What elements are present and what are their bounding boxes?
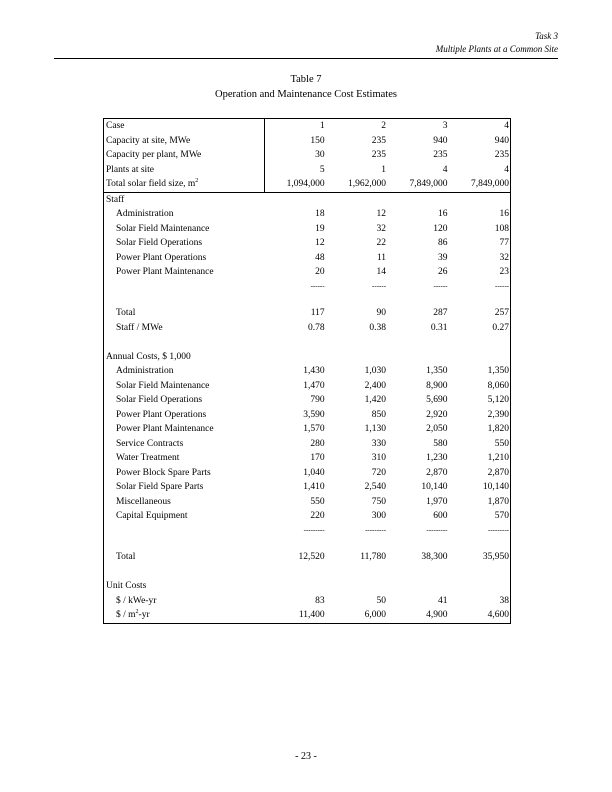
case-4-value: 4 xyxy=(504,121,509,131)
case-1-value: 220 xyxy=(310,511,325,521)
case-1-value: 30 xyxy=(315,150,325,160)
case-2-value: 310 xyxy=(371,453,387,463)
case-1-value: 150 xyxy=(310,135,325,146)
table-row xyxy=(104,134,511,149)
case-3-value: 39 xyxy=(438,252,448,263)
row-label xyxy=(104,550,265,565)
table-row xyxy=(104,119,511,134)
case-3-value xyxy=(388,292,449,307)
table-row xyxy=(104,422,511,437)
case-3-value xyxy=(388,565,449,580)
table-row xyxy=(104,594,511,609)
case-3-value xyxy=(388,192,449,207)
total-row xyxy=(104,306,511,321)
case-4-value: 4,600 xyxy=(487,610,509,620)
case-4-value: 0.27 xyxy=(492,322,509,333)
case-2-value: 2,540 xyxy=(364,482,387,492)
row-label xyxy=(104,565,265,580)
row-label xyxy=(104,177,265,192)
row-label xyxy=(104,408,265,423)
case-2-value: 14 xyxy=(376,267,387,277)
row-label xyxy=(104,163,265,178)
case-3-value: 2,050 xyxy=(426,424,448,434)
running-header xyxy=(436,30,558,56)
blank-row xyxy=(104,565,511,580)
row-label xyxy=(104,207,265,222)
case-2-value: --------- xyxy=(365,525,387,534)
section-heading: Unit Costs xyxy=(106,581,147,591)
table-row xyxy=(104,466,511,481)
case-3-value xyxy=(388,579,449,594)
case-2-value: 750 xyxy=(371,496,387,507)
case-4-value xyxy=(450,565,511,580)
case-4-value: 940 xyxy=(494,135,509,146)
case-2-value: 235 xyxy=(371,150,387,160)
case-2-value xyxy=(327,579,388,594)
row-label-text: Power Plant Operations xyxy=(116,409,207,420)
case-4-value: 7,849,000 xyxy=(471,179,509,189)
row-label-text: Solar Field Spare Parts xyxy=(116,482,204,492)
case-4-value: 16 xyxy=(499,209,509,219)
case-2-value: 50 xyxy=(376,595,387,606)
case-4-value: 2,870 xyxy=(487,467,509,478)
case-3-value: 1,970 xyxy=(426,496,448,507)
blank-row xyxy=(104,335,511,350)
table-row xyxy=(104,321,511,336)
row-label xyxy=(104,393,265,408)
case-4-value: 23 xyxy=(499,267,509,277)
case-1-value xyxy=(265,350,327,365)
case-1-value: 170 xyxy=(310,453,325,463)
row-label xyxy=(104,251,265,266)
case-4-value xyxy=(450,192,511,207)
case-3-value xyxy=(388,350,449,365)
row-label xyxy=(104,321,265,336)
row-label-text: Power Plant Maintenance xyxy=(116,424,214,434)
case-4-value: 108 xyxy=(494,223,509,234)
table-row xyxy=(104,163,511,178)
table-row xyxy=(104,251,511,266)
case-3-value: 0.31 xyxy=(430,322,448,333)
row-label xyxy=(104,222,265,237)
case-2-value: 32 xyxy=(376,223,387,234)
row-label-text: Staff / MWe xyxy=(116,322,163,333)
case-3-value: ------ xyxy=(433,281,448,290)
row-label-text: $ / m xyxy=(116,610,136,620)
case-2-value xyxy=(327,335,388,350)
table-row xyxy=(104,364,511,379)
page-number: - 23 - xyxy=(295,751,317,762)
row-label xyxy=(104,265,265,280)
case-1-value: 790 xyxy=(310,395,325,405)
row-label-text: Miscellaneous xyxy=(116,496,171,507)
row-label-text: Capital Equipment xyxy=(116,511,188,521)
case-4-value: 8,060 xyxy=(487,380,509,391)
case-4-value: 570 xyxy=(494,511,509,521)
case-3-value: 2,870 xyxy=(426,467,448,478)
table-row xyxy=(104,265,511,280)
case-1-value: 1,094,000 xyxy=(286,179,325,189)
case-2-value: 235 xyxy=(371,135,387,146)
case-4-value: 1,820 xyxy=(487,424,509,434)
case-3-value: --------- xyxy=(426,525,448,534)
case-3-value: 8,900 xyxy=(426,380,448,391)
case-2-value: 1 xyxy=(381,164,387,175)
case-2-value: 850 xyxy=(371,409,387,420)
header-rule xyxy=(54,58,558,59)
table-row xyxy=(104,379,511,394)
row-label-text: Case xyxy=(106,121,125,131)
row-label xyxy=(104,148,265,163)
case-2-value: 11 xyxy=(376,252,387,263)
case-2-value: 300 xyxy=(371,511,387,521)
table-row xyxy=(104,393,511,408)
case-2-value: 2 xyxy=(381,121,387,131)
row-label xyxy=(104,608,265,623)
row-label xyxy=(104,437,265,452)
case-3-value: 580 xyxy=(433,438,448,449)
case-2-value: ------ xyxy=(372,281,387,290)
case-1-value: --------- xyxy=(303,525,325,534)
section-heading: Staff xyxy=(104,192,265,207)
case-4-value: --------- xyxy=(488,525,509,534)
case-4-value: 35,950 xyxy=(482,552,509,562)
case-2-value xyxy=(327,350,388,365)
row-label xyxy=(104,335,265,350)
case-3-value xyxy=(388,536,449,551)
row-label xyxy=(104,466,265,481)
case-3-value: 235 xyxy=(433,150,448,160)
case-4-value: 257 xyxy=(494,308,509,318)
case-4-value: ------ xyxy=(495,281,509,290)
case-4-value xyxy=(450,579,511,594)
case-2-value: 6,000 xyxy=(364,610,387,620)
case-4-value: 1,870 xyxy=(487,496,509,507)
row-label-text: Water Treatment xyxy=(116,453,180,463)
case-4-value: 1,350 xyxy=(487,366,509,376)
row-label xyxy=(104,379,265,394)
row-label-suffix: -yr xyxy=(138,610,150,620)
blank-row xyxy=(104,536,511,551)
case-3-value: 940 xyxy=(433,135,448,146)
header-task: Task 3 xyxy=(535,31,558,41)
table-row xyxy=(104,222,511,237)
case-1-value: 11,400 xyxy=(298,610,325,620)
case-1-value: 1,470 xyxy=(303,380,325,391)
case-2-value xyxy=(327,192,388,207)
case-2-value: 90 xyxy=(376,308,387,318)
case-1-value: 20 xyxy=(315,267,325,277)
row-label-text: Power Block Spare Parts xyxy=(116,467,211,478)
row-label xyxy=(104,509,265,524)
case-1-value: 12,520 xyxy=(298,552,325,562)
row-label xyxy=(104,451,265,466)
section-heading-row xyxy=(104,192,511,207)
case-3-value: 2,920 xyxy=(426,409,448,420)
table-row xyxy=(104,495,511,510)
case-4-value: 32 xyxy=(499,252,509,263)
row-label-text: Solar Field Operations xyxy=(116,238,203,248)
row-label xyxy=(104,536,265,551)
table-row xyxy=(104,408,511,423)
case-3-value: 26 xyxy=(438,267,448,277)
case-1-value xyxy=(265,579,327,594)
case-1-value: 12 xyxy=(315,238,325,248)
case-4-value xyxy=(450,292,511,307)
case-1-value: 48 xyxy=(315,252,325,263)
case-1-value: 18 xyxy=(315,209,325,219)
row-label xyxy=(104,422,265,437)
row-label-text: Administration xyxy=(116,209,174,219)
row-label-text: Total solar field size, m xyxy=(106,179,196,189)
table-row xyxy=(104,480,511,495)
row-label-text: Solar Field Maintenance xyxy=(116,223,210,234)
case-4-value: 235 xyxy=(494,150,509,160)
case-3-value: 41 xyxy=(438,595,448,606)
case-2-value: 1,030 xyxy=(364,366,387,376)
row-label xyxy=(104,119,265,134)
case-1-value xyxy=(265,192,327,207)
om-cost-table xyxy=(103,118,511,624)
case-3-value: 16 xyxy=(438,209,448,219)
table-row xyxy=(104,608,511,623)
case-4-value: 1,210 xyxy=(487,453,509,463)
case-1-value: 1,410 xyxy=(303,482,325,492)
row-label-text: Administration xyxy=(116,366,174,376)
case-2-value: 720 xyxy=(371,467,387,478)
case-1-value: 550 xyxy=(310,496,325,507)
case-3-value: 7,849,000 xyxy=(409,179,448,189)
case-1-value: 19 xyxy=(315,223,325,234)
case-4-value: 5,120 xyxy=(487,395,509,405)
row-label xyxy=(104,306,265,321)
header-section-title: Multiple Plants at a Common Site xyxy=(435,44,558,54)
case-1-value: 3,590 xyxy=(303,409,325,420)
table-row xyxy=(104,437,511,452)
row-label-text: Power Plant Maintenance xyxy=(116,267,214,277)
total-row xyxy=(104,550,511,565)
case-3-value: 287 xyxy=(433,308,448,318)
row-label xyxy=(104,480,265,495)
case-1-value: 117 xyxy=(310,308,325,318)
case-1-value xyxy=(265,335,327,350)
case-1-value: 1,430 xyxy=(303,366,325,376)
case-1-value: 83 xyxy=(315,595,325,606)
case-4-value: 77 xyxy=(499,238,509,248)
row-label-text: Total xyxy=(116,552,136,562)
case-2-value: 0.38 xyxy=(369,322,387,333)
case-4-value: 38 xyxy=(499,595,509,606)
case-3-value: 5,690 xyxy=(426,395,448,405)
row-label xyxy=(104,594,265,609)
row-label xyxy=(104,524,265,536)
row-label xyxy=(104,292,265,307)
section-heading-row xyxy=(104,579,511,594)
row-label-text: Solar Field Operations xyxy=(116,395,203,405)
case-4-value xyxy=(450,335,511,350)
dash-separator-row xyxy=(104,524,511,536)
dash-separator-row xyxy=(104,280,511,292)
case-3-value: 600 xyxy=(433,511,448,521)
case-1-value xyxy=(265,565,327,580)
superscript: 2 xyxy=(135,608,139,615)
table-title: Operation and Maintenance Cost Estimates xyxy=(215,89,397,100)
row-label-text: Capacity per plant, MWe xyxy=(106,150,202,160)
case-3-value: 4,900 xyxy=(426,610,448,620)
row-label-text: Plants at site xyxy=(106,164,155,175)
case-2-value xyxy=(327,536,388,551)
case-2-value: 1,420 xyxy=(364,395,387,405)
row-label xyxy=(104,236,265,251)
table-row xyxy=(104,177,511,192)
case-4-value: 550 xyxy=(494,438,509,449)
table-number: Table 7 xyxy=(290,74,322,85)
case-4-value xyxy=(450,536,511,551)
row-label-text: Solar Field Maintenance xyxy=(116,380,210,391)
table-row xyxy=(104,148,511,163)
case-3-value: 86 xyxy=(438,238,448,248)
case-2-value: 11,780 xyxy=(360,552,387,562)
superscript: 2 xyxy=(195,177,199,184)
section-heading-row xyxy=(104,350,511,365)
row-label-text: Capacity at site, MWe xyxy=(106,135,191,146)
case-4-value: 2,390 xyxy=(487,409,509,420)
row-label-text: Service Contracts xyxy=(116,438,184,449)
row-label xyxy=(104,495,265,510)
case-2-value: 2,400 xyxy=(364,380,387,391)
case-3-value: 3 xyxy=(442,121,448,131)
case-3-value: 38,300 xyxy=(421,552,448,562)
table-row xyxy=(104,509,511,524)
blank-row xyxy=(104,292,511,307)
case-4-value: 10,140 xyxy=(482,482,509,492)
case-1-value: 0.78 xyxy=(307,322,325,333)
section-heading: Annual Costs, $ 1,000 xyxy=(106,351,191,362)
case-2-value: 22 xyxy=(376,238,387,248)
case-3-value: 1,230 xyxy=(426,453,448,463)
case-3-value xyxy=(388,335,449,350)
table-row xyxy=(104,236,511,251)
case-1-value: 280 xyxy=(310,438,325,449)
case-1-value xyxy=(265,536,327,551)
case-2-value: 1,130 xyxy=(364,424,387,434)
case-4-value: 4 xyxy=(504,164,509,175)
row-label-text: $ / kWe-yr xyxy=(116,595,157,606)
case-1-value: 1,570 xyxy=(303,424,325,434)
row-label xyxy=(104,134,265,149)
case-1-value: 1,040 xyxy=(303,467,325,478)
case-3-value: 10,140 xyxy=(421,482,448,492)
case-4-value xyxy=(450,350,511,365)
case-2-value: 12 xyxy=(376,209,387,219)
case-2-value: 330 xyxy=(371,438,387,449)
case-3-value: 1,350 xyxy=(426,366,448,376)
row-label-text: Power Plant Operations xyxy=(116,252,207,263)
row-label xyxy=(104,364,265,379)
table-row xyxy=(104,451,511,466)
case-3-value: 4 xyxy=(442,164,448,175)
case-1-value xyxy=(265,292,327,307)
case-1-value: ------ xyxy=(310,281,325,290)
table-row xyxy=(104,207,511,222)
case-2-value xyxy=(327,565,388,580)
case-1-value: 1 xyxy=(319,121,325,131)
case-2-value xyxy=(327,292,388,307)
case-3-value: 120 xyxy=(433,223,448,234)
case-2-value: 1,962,000 xyxy=(348,179,387,189)
row-label xyxy=(104,280,265,292)
row-label-text: Total xyxy=(116,308,136,318)
case-1-value: 5 xyxy=(319,164,325,175)
